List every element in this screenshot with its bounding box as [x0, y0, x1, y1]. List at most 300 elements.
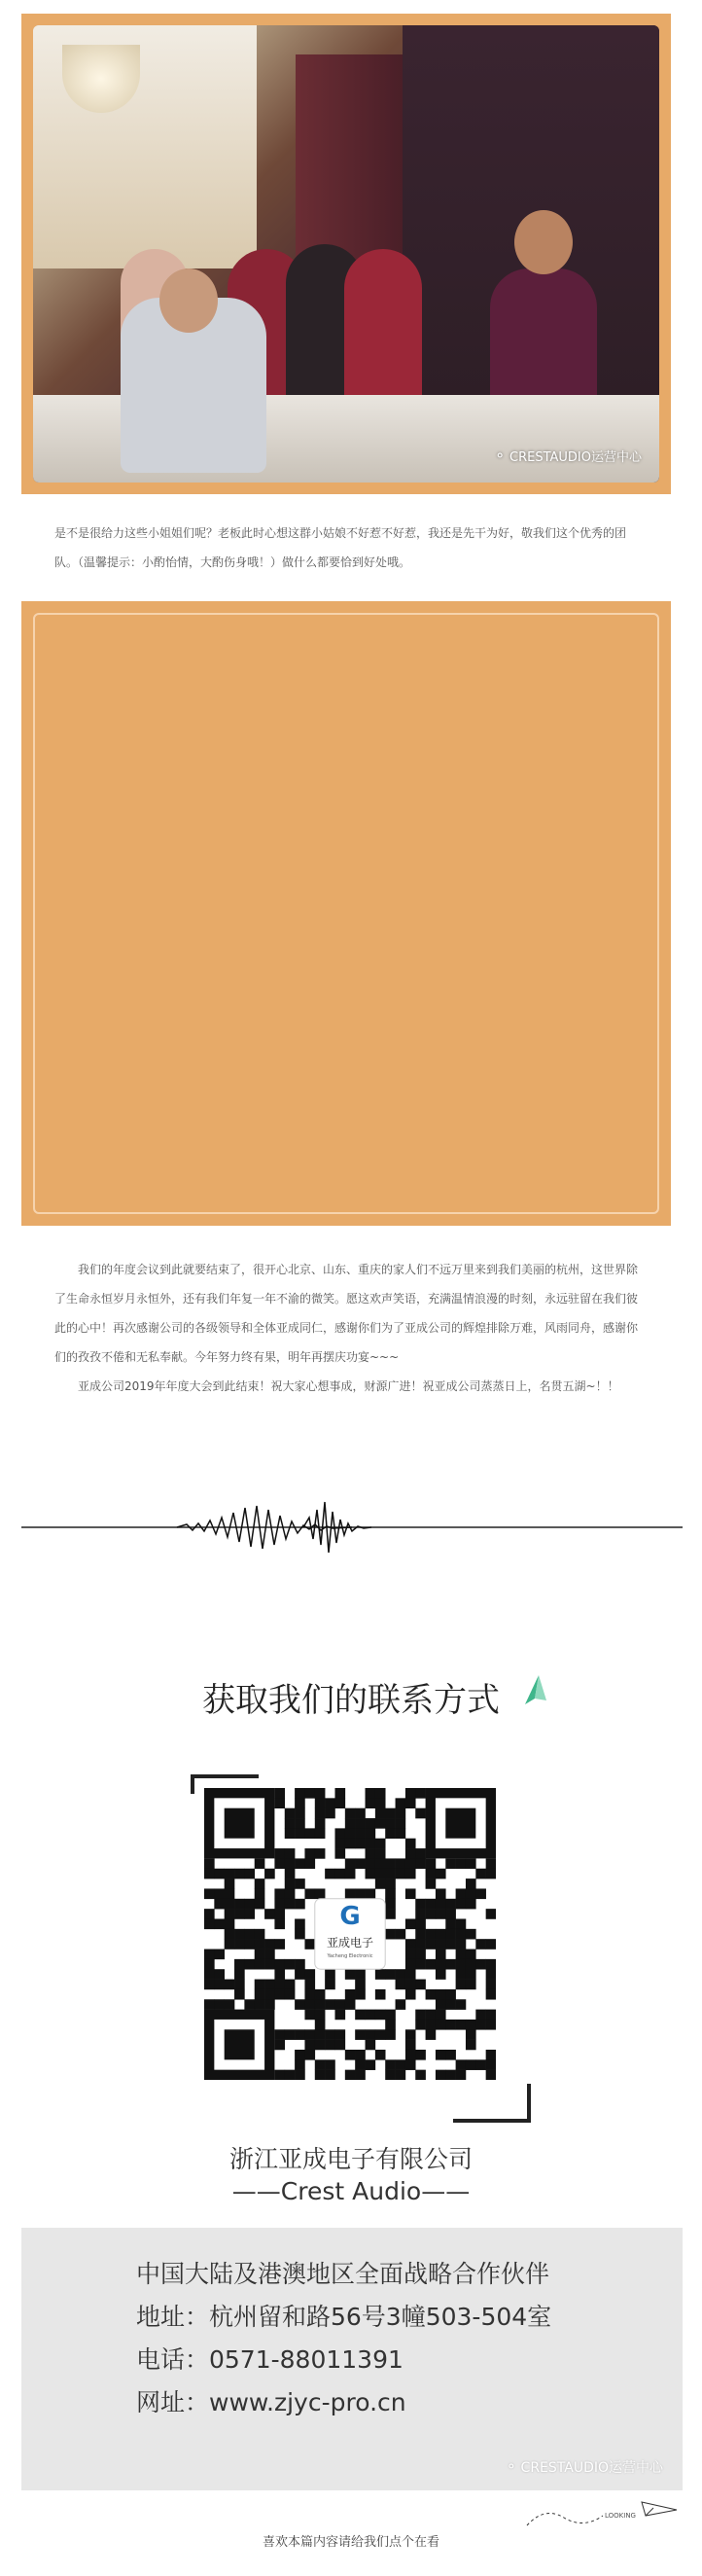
qr-module: [405, 1858, 416, 1869]
qr-module: [385, 1828, 396, 1839]
qr-module: [304, 1858, 315, 1869]
qr-module: [486, 2059, 496, 2070]
qr-module: [255, 1929, 265, 1940]
qr-module: [436, 1899, 446, 1910]
wechat-icon: ⚬: [505, 2459, 517, 2475]
qr-module: [345, 1989, 356, 2000]
website-line: 网址：www.zjyc-pro.cn: [136, 2388, 406, 2416]
qr-module: [415, 1950, 426, 1960]
qr-module: [415, 1959, 426, 1970]
qr-module: [345, 1808, 356, 1819]
qr-module: [315, 2070, 326, 2080]
qr-module: [415, 1909, 426, 1919]
qr-module: [445, 1858, 456, 1869]
leaf-accent-icon: [521, 1671, 550, 1710]
qr-module: [295, 1959, 305, 1970]
qr-module: [315, 1989, 326, 2000]
qr-module: [436, 2020, 446, 2030]
qr-module: [334, 1828, 345, 1839]
event-photo: [33, 25, 659, 483]
qr-module: [385, 1858, 396, 1869]
qr-module: [295, 2029, 305, 2040]
qr-module: [375, 1878, 386, 1889]
qr-module: [264, 1939, 275, 1950]
qr-module: [445, 1939, 456, 1950]
qr-module: [415, 1808, 426, 1819]
qr-module: [396, 1858, 406, 1869]
qr-module: [385, 2010, 396, 2021]
qr-module: [274, 2029, 285, 2040]
qr-module: [334, 1839, 345, 1849]
qr-module: [436, 2010, 446, 2021]
address-line: 地址：杭州留和路56号3幢503-504室: [136, 2303, 552, 2331]
qr-module: [244, 1899, 255, 1910]
qr-module: [466, 2029, 476, 2040]
qr-module: [385, 1929, 396, 1940]
person-head: [159, 268, 218, 333]
qr-module: [304, 1939, 315, 1950]
qr-module: [285, 1989, 296, 2000]
qr-module: [445, 1899, 456, 1910]
qr-module: [415, 1939, 426, 1950]
qr-module: [274, 1858, 285, 1869]
qr-module: [274, 2070, 285, 2080]
qr-module: [234, 1909, 245, 1919]
qr-module: [304, 1999, 315, 2010]
soundwave-divider: [21, 1488, 683, 1566]
qr-module: [244, 1999, 255, 2010]
qr-module: [334, 1788, 345, 1799]
qr-module: [234, 1899, 245, 1910]
qr-module: [486, 1939, 496, 1950]
qr-module: [466, 2040, 476, 2051]
qr-module: [204, 1909, 215, 1919]
qr-module: [295, 1808, 305, 1819]
qr-module: [255, 1999, 265, 2010]
contact-title: 获取我们的联系方式: [202, 1681, 500, 1720]
qr-module: [426, 2029, 437, 2040]
qr-module: [234, 1980, 245, 1990]
qr-module: [315, 2059, 326, 2070]
qr-module: [385, 1888, 396, 1899]
qr-module: [355, 1839, 366, 1849]
qr-module: [445, 1959, 456, 1970]
qr-module: [355, 1989, 366, 2000]
qr-module: [355, 1858, 366, 1869]
qr-module: [204, 1918, 215, 1929]
qr-module: [396, 1869, 406, 1879]
qr-module: [466, 1969, 476, 1980]
qr-module: [355, 2059, 366, 2070]
qr-module: [325, 1999, 335, 2010]
qr-module: [385, 1969, 396, 1980]
qr-module: [295, 1969, 305, 1980]
qr-module: [274, 1848, 285, 1859]
qr-module: [274, 1918, 285, 1929]
company-name: 浙江亚成电子有限公司: [228, 2145, 473, 2173]
qr-module: [204, 1969, 215, 1980]
qr-module: [475, 1869, 486, 1879]
qr-module: [315, 1818, 326, 1829]
qr-module: [345, 2070, 356, 2080]
qr-module: [244, 1939, 255, 1950]
qr-module: [264, 1989, 275, 2000]
qr-module: [436, 1999, 446, 2010]
qr-module: [315, 2020, 326, 2030]
qr-module: [405, 1939, 416, 1950]
qr-module: [405, 1798, 416, 1808]
qr-module: [274, 1909, 285, 1919]
qr-module: [295, 1918, 305, 1929]
qr-module: [375, 2050, 386, 2060]
qr-module: [486, 1909, 496, 1919]
qr-module: [366, 2040, 376, 2051]
qr-module: [345, 1858, 356, 1869]
paragraph-2: 我们的年度会议到此就要结束了，很开心北京、山东、重庆的家人们不远万里来到我们美丽的杭州，这世界除了生命永恒岁月永恒外，还有我们年复一年不渝的微笑。愿这欢声笑语，充满温情浪漫的时刻，永远驻留在我们彼此的心中！再次感谢公司的各级领导和全体亚成同仁，感谢你们为了亚成公司的辉煌排除万难，风雨同舟，感谢你们的孜孜不倦和无私奉献。今年努力终有果，明年再摆庆功宴~~~: [54, 1263, 639, 1364]
qr-module: [436, 2070, 446, 2080]
qr-module: [255, 1950, 265, 1960]
qr-module: [415, 2070, 426, 2080]
qr-module: [475, 1939, 486, 1950]
qr-module: [405, 1980, 416, 1990]
qr-module: [315, 1999, 326, 2010]
qr-module: [315, 2029, 326, 2040]
qr-module: [334, 1869, 345, 1879]
qr-module: [475, 2059, 486, 2070]
qr-module: [486, 2050, 496, 2060]
phone-line: 电话：0571-88011391: [136, 2345, 404, 2374]
qr-module: [264, 1959, 275, 1970]
qr-corner-mark: [191, 1774, 259, 1778]
brand-name: ——Crest Audio——: [231, 2177, 471, 2205]
qr-module: [304, 1848, 315, 1859]
qr-module: [225, 1869, 235, 1879]
qr-module: [255, 1899, 265, 1910]
qr-module: [214, 1969, 225, 1980]
qr-module: [466, 1878, 476, 1889]
qr-module: [456, 2070, 467, 2080]
qr-module: [405, 1969, 416, 1980]
qr-module: [274, 1969, 285, 1980]
qr-module: [295, 1788, 305, 1799]
qr-module: [396, 1969, 406, 1980]
qr-module: [255, 1858, 265, 1869]
qr-module: [456, 1980, 467, 1990]
qr-module: [366, 1858, 376, 1869]
qr-module: [214, 1918, 225, 1929]
qr-module: [415, 1918, 426, 1929]
qr-finder: [445, 1808, 475, 1839]
qr-module: [274, 1888, 285, 1899]
qr-module: [405, 1950, 416, 1960]
qr-module: [436, 1950, 446, 1960]
qr-module: [466, 1888, 476, 1899]
qr-module: [366, 1888, 376, 1899]
qr-module: [334, 1798, 345, 1808]
qr-module: [214, 1899, 225, 1910]
wechat-icon: ⚬: [494, 447, 506, 464]
qr-module: [385, 1878, 396, 1889]
qr-module: [375, 2010, 386, 2021]
qr-module: [234, 1869, 245, 1879]
qr-module: [295, 2059, 305, 2070]
qr-module: [366, 2059, 376, 2070]
qr-module: [225, 1899, 235, 1910]
qr-module: [445, 2070, 456, 2080]
qr-module: [274, 1989, 285, 2000]
qr-module: [366, 2010, 376, 2021]
qr-module: [285, 1899, 296, 1910]
qr-module: [355, 2070, 366, 2080]
qr-module: [426, 1939, 437, 1950]
qr-module: [204, 1980, 215, 1990]
qr-logo-subtext: Yacheng Electronic: [327, 1953, 373, 1959]
qr-module: [355, 1818, 366, 1829]
qr-module: [214, 1888, 225, 1899]
qr-module: [366, 1828, 376, 1839]
qr-module: [285, 1980, 296, 1990]
qr-module: [466, 1858, 476, 1869]
qr-module: [436, 2050, 446, 2060]
qr-module: [405, 1869, 416, 1879]
qr-module: [334, 2040, 345, 2051]
qr-module: [285, 2029, 296, 2040]
qr-module: [396, 1808, 406, 1819]
qr-module: [405, 1839, 416, 1849]
qr-module: [405, 1918, 416, 1929]
partner-line: 中国大陆及港澳地区全面战略合作伙伴: [136, 2260, 550, 2288]
qr-module: [475, 1959, 486, 1970]
qr-module: [334, 1999, 345, 2010]
qr-module: [225, 1918, 235, 1929]
qr-module: [385, 1869, 396, 1879]
qr-module: [405, 1989, 416, 2000]
qr-module: [204, 1959, 215, 1970]
qr-module: [445, 1929, 456, 1940]
qr-module: [436, 1929, 446, 1940]
qr-module: [366, 2029, 376, 2040]
qr-module: [315, 1788, 326, 1799]
qr-module: [325, 2059, 335, 2070]
qr-module: [255, 1939, 265, 1950]
qr-module: [466, 2059, 476, 2070]
qr-module: [214, 1980, 225, 1990]
qr-module: [355, 1888, 366, 1899]
qr-module: [345, 1999, 356, 2010]
qr-module: [304, 2010, 315, 2021]
qr-module: [466, 1959, 476, 1970]
qr-module: [295, 1999, 305, 2010]
qr-module: [214, 1869, 225, 1879]
qr-module: [234, 1939, 245, 1950]
qr-module: [456, 1929, 467, 1940]
qr-module: [285, 1808, 296, 1819]
qr-module: [304, 1989, 315, 2000]
qr-module: [375, 1858, 386, 1869]
qr-code[interactable]: [204, 1788, 496, 2080]
qr-module: [304, 2040, 315, 2051]
qr-module: [375, 1818, 386, 1829]
qr-module: [325, 1969, 335, 1980]
qr-module: [415, 1929, 426, 1940]
qr-module: [295, 1899, 305, 1910]
qr-module: [355, 2010, 366, 2021]
qr-module: [355, 1828, 366, 1839]
qr-module: [436, 1959, 446, 1970]
qr-module: [466, 1980, 476, 1990]
qr-module: [396, 1828, 406, 1839]
qr-module: [345, 1888, 356, 1899]
qr-module: [315, 1888, 326, 1899]
qr-module: [385, 1909, 396, 1919]
qr-module: [456, 2059, 467, 2070]
qr-module: [285, 1959, 296, 1970]
qr-module: [456, 1858, 467, 1869]
qr-module: [456, 1969, 467, 1980]
qr-module: [375, 1798, 386, 1808]
qr-module: [295, 1798, 305, 1808]
qr-module: [426, 1878, 437, 1889]
qr-module: [375, 1869, 386, 1879]
qr-module: [385, 1899, 396, 1910]
qr-module: [255, 1959, 265, 1970]
qr-logo-mark: G: [339, 1902, 361, 1931]
qr-module: [325, 1798, 335, 1808]
qr-module: [274, 1939, 285, 1950]
qr-module: [274, 1899, 285, 1910]
qr-module: [295, 1818, 305, 1829]
qr-module: [426, 2020, 437, 2030]
qr-module: [285, 2070, 296, 2080]
qr-module: [334, 2029, 345, 2040]
qr-module: [255, 1989, 265, 2000]
qr-module: [456, 1959, 467, 1970]
qr-module: [366, 1869, 376, 1879]
qr-module: [355, 2050, 366, 2060]
qr-module: [295, 2050, 305, 2060]
qr-module: [214, 1950, 225, 1960]
qr-module: [426, 1858, 437, 1869]
qr-module: [225, 1878, 235, 1889]
qr-module: [345, 1828, 356, 1839]
qr-module: [426, 1899, 437, 1910]
qr-module: [385, 2059, 396, 2070]
qr-module: [315, 2040, 326, 2051]
qr-module: [295, 1858, 305, 1869]
qr-corner-mark: [191, 1774, 194, 1794]
qr-module: [385, 2029, 396, 2040]
qr-module: [334, 1848, 345, 1859]
qr-module: [345, 2050, 356, 2060]
paper-plane-icon: [525, 2496, 681, 2535]
qr-module: [304, 1969, 315, 1980]
qr-module: [415, 1848, 426, 1859]
qr-module: [486, 1980, 496, 1990]
qr-module: [426, 1869, 437, 1879]
qr-module: [486, 1969, 496, 1980]
qr-module: [445, 1909, 456, 1919]
qr-module: [225, 1909, 235, 1919]
qr-module: [274, 1959, 285, 1970]
qr-module: [366, 1798, 376, 1808]
qr-module: [234, 1969, 245, 1980]
person-head: [514, 210, 573, 274]
qr-module: [214, 1999, 225, 2010]
paragraph-1: 是不是很给力这些小姐姐们呢？老板此时心想这群小姑娘不好惹不好惹，我还是先干为好，敬我们这个优秀的团队。（温馨提示：小酌怡情，大酌伤身哦！）做什么都要恰到好处哦。: [54, 526, 627, 569]
qr-module: [486, 1858, 496, 1869]
qr-module: [396, 1798, 406, 1808]
qr-module: [396, 1929, 406, 1940]
qr-module: [264, 1999, 275, 2010]
qr-module: [445, 1918, 456, 1929]
qr-module: [264, 1980, 275, 1990]
qr-module: [366, 1788, 376, 1799]
qr-module: [264, 1950, 275, 1960]
qr-module: [225, 1980, 235, 1990]
qr-module: [466, 1950, 476, 1960]
qr-module: [405, 2050, 416, 2060]
qr-corner-mark: [453, 2119, 531, 2123]
qr-module: [325, 1980, 335, 1990]
qr-module: [255, 1980, 265, 1990]
qr-module: [274, 1788, 285, 1799]
qr-module: [355, 1808, 366, 1819]
qr-module: [295, 2070, 305, 2080]
qr-module: [244, 1959, 255, 1970]
qr-module: [385, 2070, 396, 2080]
qr-module: [475, 1888, 486, 1899]
qr-module: [255, 1888, 265, 1899]
qr-module: [415, 2020, 426, 2030]
qr-module: [315, 1848, 326, 1859]
qr-module: [355, 2029, 366, 2040]
qr-module: [405, 2059, 416, 2070]
qr-module: [405, 2029, 416, 2040]
qr-module: [304, 2029, 315, 2040]
photo-watermark: ⚬ CRESTAUDIO运营中心: [494, 447, 642, 465]
qr-module: [366, 1848, 376, 1859]
qr-module: [355, 1980, 366, 1990]
qr-module: [426, 1909, 437, 1919]
qr-module: [436, 1888, 446, 1899]
qr-module: [225, 1939, 235, 1950]
qr-module: [475, 2020, 486, 2030]
qr-module: [405, 1848, 416, 1859]
qr-module: [325, 2040, 335, 2051]
qr-module: [304, 2050, 315, 2060]
footer-note[interactable]: 喜欢本篇内容请给我们点个在看: [262, 2535, 439, 2550]
qr-module: [456, 1918, 467, 1929]
qr-module: [225, 1929, 235, 1940]
qr-module: [345, 1969, 356, 1980]
qr-module: [204, 1858, 215, 1869]
info-watermark: ⚬ CRESTAUDIO运营中心: [505, 2459, 663, 2476]
qr-module: [204, 1869, 215, 1879]
qr-module: [466, 1929, 476, 1940]
qr-module: [375, 1808, 386, 1819]
qr-module: [304, 1788, 315, 1799]
photo-frame: [21, 14, 671, 494]
qr-module: [274, 1798, 285, 1808]
qr-module: [456, 1888, 467, 1899]
qr-module: [325, 2029, 335, 2040]
person: [344, 249, 422, 405]
qr-module: [345, 1839, 356, 1849]
qr-module: [456, 1950, 467, 1960]
qr-module: [355, 1969, 366, 1980]
qr-module: [385, 1818, 396, 1829]
qr-module: [274, 1980, 285, 1990]
